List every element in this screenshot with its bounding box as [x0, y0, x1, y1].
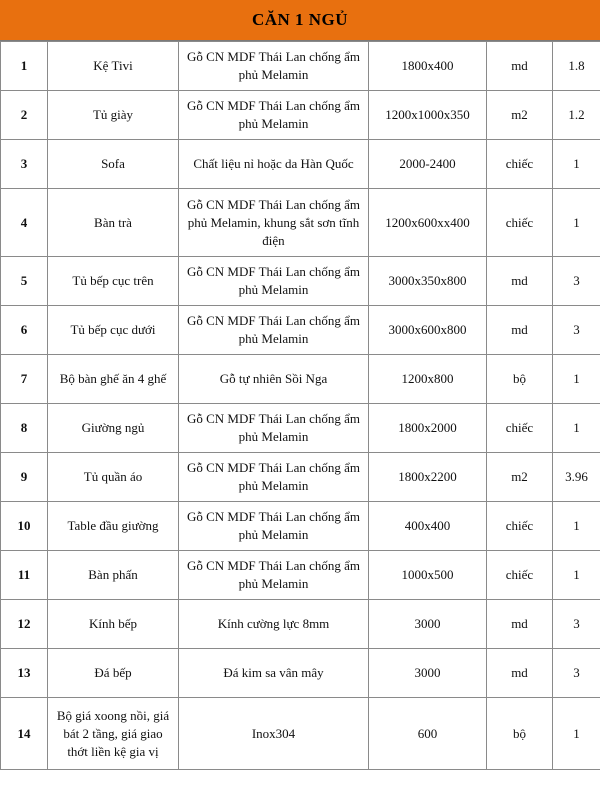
- row-number: 13: [1, 649, 48, 698]
- item-quantity: 3: [553, 306, 600, 355]
- item-size: 600: [369, 698, 487, 770]
- item-name: Bàn trà: [48, 189, 179, 257]
- row-number: 5: [1, 257, 48, 306]
- table-row: [1, 91, 600, 140]
- item-quantity: 1: [553, 189, 600, 257]
- table-row: [1, 189, 600, 257]
- item-size: 1000x500: [369, 551, 487, 600]
- item-material: Gỗ CN MDF Thái Lan chống ẩm phủ Melamin, khung sắt sơn tĩnh điện: [179, 189, 369, 257]
- item-unit: bộ: [487, 355, 553, 404]
- table-row: [1, 453, 600, 502]
- furniture-table: [0, 41, 600, 770]
- row-number: 2: [1, 91, 48, 140]
- item-material: Gỗ CN MDF Thái Lan chống ẩm phủ Melamin: [179, 453, 369, 502]
- table-row: [1, 257, 600, 306]
- item-name: Tủ bếp cục trên: [48, 257, 179, 306]
- item-name: Sofa: [48, 140, 179, 189]
- item-size: 1800x400: [369, 42, 487, 91]
- item-unit: chiếc: [487, 404, 553, 453]
- item-material: Kính cường lực 8mm: [179, 600, 369, 649]
- item-size: 3000: [369, 600, 487, 649]
- item-quantity: 3: [553, 257, 600, 306]
- row-number: 12: [1, 600, 48, 649]
- table-row: [1, 502, 600, 551]
- row-number: 11: [1, 551, 48, 600]
- row-number: 7: [1, 355, 48, 404]
- row-number: 9: [1, 453, 48, 502]
- item-unit: md: [487, 600, 553, 649]
- item-name: Tủ quần áo: [48, 453, 179, 502]
- row-number: 6: [1, 306, 48, 355]
- row-number: 8: [1, 404, 48, 453]
- item-name: Bộ giá xoong nồi, giá bát 2 tầng, giá giao thớt liền kệ gia vị: [48, 698, 179, 770]
- row-number: 1: [1, 42, 48, 91]
- item-quantity: 1.8: [553, 42, 600, 91]
- item-unit: m2: [487, 91, 553, 140]
- item-material: Gỗ CN MDF Thái Lan chống ẩm phủ Melamin: [179, 551, 369, 600]
- item-material: Gỗ CN MDF Thái Lan chống ẩm phủ Melamin: [179, 502, 369, 551]
- item-quantity: 3.96: [553, 453, 600, 502]
- row-number: 3: [1, 140, 48, 189]
- item-unit: chiếc: [487, 140, 553, 189]
- row-number: 14: [1, 698, 48, 770]
- item-material: Gỗ CN MDF Thái Lan chống ẩm phủ Melamin: [179, 257, 369, 306]
- item-size: 1800x2000: [369, 404, 487, 453]
- item-unit: m2: [487, 453, 553, 502]
- item-name: Kệ Tivi: [48, 42, 179, 91]
- item-size: 1200x800: [369, 355, 487, 404]
- item-size: 3000x600x800: [369, 306, 487, 355]
- item-quantity: 1: [553, 140, 600, 189]
- item-quantity: 3: [553, 649, 600, 698]
- table-row: [1, 698, 600, 770]
- table-row: [1, 140, 600, 189]
- item-quantity: 1: [553, 502, 600, 551]
- item-quantity: 1: [553, 355, 600, 404]
- item-size: 1200x1000x350: [369, 91, 487, 140]
- row-number: 4: [1, 189, 48, 257]
- item-material: Inox304: [179, 698, 369, 770]
- item-material: Chất liệu nỉ hoặc da Hàn Quốc: [179, 140, 369, 189]
- item-unit: chiếc: [487, 502, 553, 551]
- item-size: 3000: [369, 649, 487, 698]
- item-name: Tủ bếp cục dưới: [48, 306, 179, 355]
- item-name: Bàn phấn: [48, 551, 179, 600]
- item-material: Gỗ tự nhiên Sồi Nga: [179, 355, 369, 404]
- table-row: [1, 42, 600, 91]
- item-unit: bộ: [487, 698, 553, 770]
- item-quantity: 1: [553, 698, 600, 770]
- item-size: 1800x2200: [369, 453, 487, 502]
- table-row: [1, 551, 600, 600]
- item-unit: chiếc: [487, 551, 553, 600]
- item-unit: md: [487, 257, 553, 306]
- item-material: Gỗ CN MDF Thái Lan chống ẩm phủ Melamin: [179, 404, 369, 453]
- item-material: Gỗ CN MDF Thái Lan chống ẩm phủ Melamin: [179, 42, 369, 91]
- item-unit: md: [487, 306, 553, 355]
- item-unit: md: [487, 42, 553, 91]
- table-row: [1, 355, 600, 404]
- item-size: 400x400: [369, 502, 487, 551]
- item-material: Đá kim sa vân mây: [179, 649, 369, 698]
- item-unit: md: [487, 649, 553, 698]
- item-name: Bộ bàn ghế ăn 4 ghế: [48, 355, 179, 404]
- item-quantity: 1: [553, 551, 600, 600]
- table-row: [1, 649, 600, 698]
- item-quantity: 1: [553, 404, 600, 453]
- row-number: 10: [1, 502, 48, 551]
- item-quantity: 3: [553, 600, 600, 649]
- item-size: 2000-2400: [369, 140, 487, 189]
- item-quantity: 1.2: [553, 91, 600, 140]
- furniture-table-body: [1, 42, 600, 770]
- item-size: 3000x350x800: [369, 257, 487, 306]
- item-size: 1200x600xx400: [369, 189, 487, 257]
- item-name: Table đầu giường: [48, 502, 179, 551]
- item-name: Kính bếp: [48, 600, 179, 649]
- item-material: Gỗ CN MDF Thái Lan chống ẩm phủ Melamin: [179, 91, 369, 140]
- item-unit: chiếc: [487, 189, 553, 257]
- item-name: Giường ngủ: [48, 404, 179, 453]
- item-name: Đá bếp: [48, 649, 179, 698]
- table-row: [1, 600, 600, 649]
- table-row: [1, 306, 600, 355]
- item-name: Tủ giày: [48, 91, 179, 140]
- item-material: Gỗ CN MDF Thái Lan chống ẩm phủ Melamin: [179, 306, 369, 355]
- table-title: CĂN 1 NGỦ: [0, 0, 600, 41]
- table-row: [1, 404, 600, 453]
